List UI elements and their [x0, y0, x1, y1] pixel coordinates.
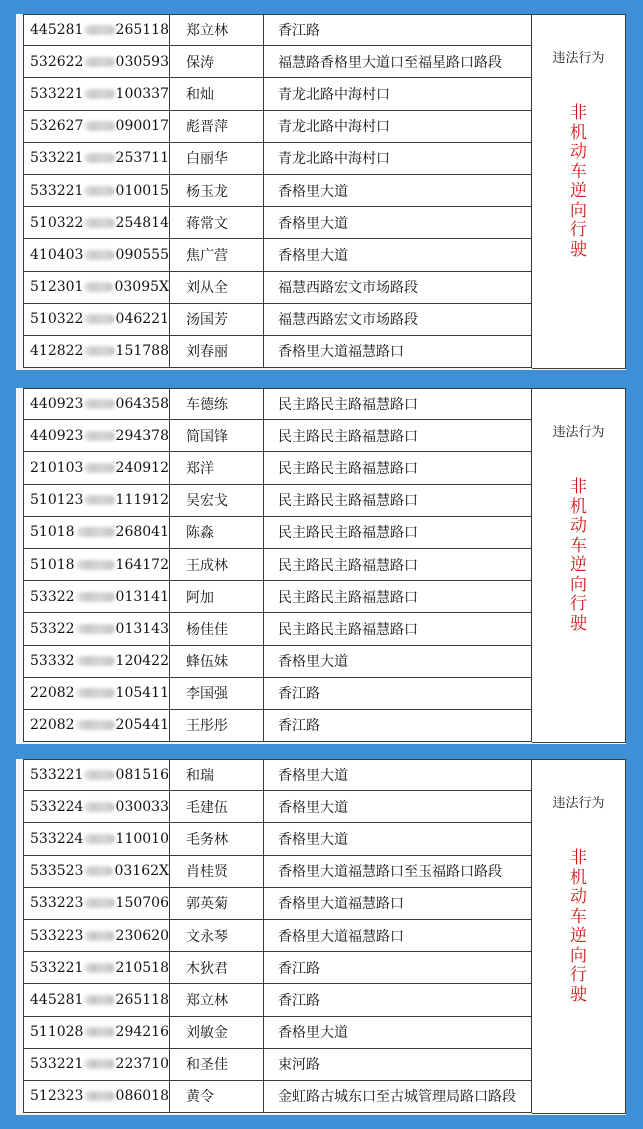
id-suffix: 254814	[115, 214, 169, 231]
location-cell: 束河路	[278, 1057, 320, 1074]
id-prefix: 412822	[30, 343, 84, 360]
redaction-blur	[84, 995, 114, 1005]
name-cell: 文永琴	[170, 920, 264, 951]
id-number-cell	[24, 111, 170, 142]
redaction-blur	[84, 770, 114, 780]
id-number-cell	[24, 888, 170, 919]
table-row	[23, 452, 532, 484]
id-number-cell	[24, 46, 170, 77]
name-cell: 白丽华	[170, 143, 264, 174]
id-suffix: 081516	[115, 767, 169, 784]
location-cell: 民主路民主路福慧路口	[278, 589, 418, 606]
id-prefix: 440923	[30, 396, 84, 413]
redaction-blur	[84, 121, 114, 131]
table-row	[23, 336, 532, 368]
id-number-cell	[24, 952, 170, 983]
table-row	[23, 14, 532, 46]
violation-label: 违法行为	[552, 796, 605, 811]
name-cell: 蜂伍妹	[170, 646, 264, 677]
table-row	[23, 613, 532, 645]
id-number-cell	[24, 984, 170, 1015]
id-suffix: 086018	[115, 1088, 169, 1105]
id-number-cell	[24, 646, 170, 677]
redaction-blur	[84, 218, 114, 228]
id-number-cell	[24, 1049, 170, 1080]
location-cell: 青龙北路中海村口	[278, 119, 390, 136]
table-row	[23, 791, 532, 823]
id-number-cell	[24, 336, 170, 367]
name-cell: 郑洋	[170, 452, 264, 483]
id-suffix: 164172	[115, 556, 169, 573]
id-prefix: 22082	[30, 685, 75, 702]
name-cell: 肖桂贤	[170, 856, 264, 887]
table-row	[23, 984, 532, 1016]
id-prefix: 445281	[30, 22, 84, 39]
table-row	[23, 388, 532, 420]
id-suffix: 240912	[115, 459, 169, 476]
id-suffix: 223710	[115, 1056, 169, 1073]
id-prefix: 53332	[30, 653, 75, 670]
id-number-cell	[24, 1081, 170, 1112]
redaction-blur	[84, 931, 114, 941]
location-cell: 香江路	[278, 992, 320, 1009]
table-row	[23, 517, 532, 549]
name-cell: 焦广营	[170, 239, 264, 270]
name-cell: 阿加	[170, 581, 264, 612]
location-cell: 民主路民主路福慧路口	[278, 397, 418, 414]
id-number-cell	[24, 760, 170, 790]
table-row	[23, 888, 532, 920]
redaction-blur	[84, 314, 114, 324]
location-cell: 香江路	[278, 686, 320, 703]
id-prefix: 510322	[30, 214, 84, 231]
name-cell: 郑立林	[170, 15, 264, 45]
name-cell: 毛建伍	[170, 791, 264, 822]
id-number-cell	[24, 15, 170, 45]
violation-cell	[532, 14, 626, 369]
name-cell: 陈淼	[170, 517, 264, 548]
table-row	[23, 1049, 532, 1081]
redaction-blur	[84, 431, 114, 441]
id-number-cell	[24, 272, 170, 303]
id-prefix: 445281	[30, 991, 84, 1008]
id-suffix: 105411	[115, 685, 169, 702]
id-prefix: 53322	[30, 588, 75, 605]
redaction-blur	[84, 963, 114, 973]
location-cell: 香格里大道	[278, 247, 348, 264]
table-rows	[23, 759, 532, 1113]
id-suffix: 03095X	[114, 279, 169, 296]
location-cell: 香江路	[278, 718, 320, 735]
id-prefix: 532622	[30, 53, 84, 70]
table-row	[23, 710, 532, 742]
name-cell: 毛务林	[170, 823, 264, 854]
table-row	[23, 239, 532, 271]
location-cell: 香格里大道	[278, 1025, 348, 1042]
id-suffix: 210518	[115, 959, 169, 976]
id-prefix: 510322	[30, 311, 84, 328]
location-cell: 香江路	[278, 960, 320, 977]
name-cell: 和灿	[170, 78, 264, 109]
redaction-blur	[84, 898, 114, 908]
table-row	[23, 581, 532, 613]
table-section-2	[16, 388, 626, 744]
redaction-blur	[84, 495, 114, 505]
table-row	[23, 272, 532, 304]
location-cell: 香格里大道福慧路口	[278, 344, 404, 361]
name-cell: 王彤彤	[170, 710, 264, 741]
name-cell: 吴宏戈	[170, 485, 264, 516]
id-number-cell	[24, 485, 170, 516]
id-prefix: 532627	[30, 118, 84, 135]
id-number-cell	[24, 304, 170, 335]
name-cell: 刘春丽	[170, 336, 264, 367]
id-number-cell	[24, 856, 170, 887]
name-cell: 李国强	[170, 678, 264, 709]
id-prefix: 533224	[30, 830, 84, 847]
location-cell: 福慧西路宏文市场路段	[278, 312, 418, 329]
id-prefix: 533221	[30, 85, 84, 102]
name-cell: 杨佳佳	[170, 613, 264, 644]
id-number-cell	[24, 389, 170, 419]
redaction-blur	[76, 560, 115, 570]
redaction-blur	[84, 1091, 114, 1101]
name-cell: 简国锋	[170, 420, 264, 451]
table-row	[23, 143, 532, 175]
location-cell: 民主路民主路福慧路口	[278, 493, 418, 510]
location-cell: 民主路民主路福慧路口	[278, 621, 418, 638]
id-number-cell	[24, 78, 170, 109]
id-number-cell	[24, 920, 170, 951]
table-row	[23, 952, 532, 984]
id-prefix: 533224	[30, 798, 84, 815]
id-prefix: 51018	[30, 524, 75, 541]
id-number-cell	[24, 549, 170, 580]
id-number-cell	[24, 823, 170, 854]
id-suffix: 265118	[115, 22, 169, 39]
location-cell: 香格里大道福慧路口	[278, 928, 404, 945]
id-number-cell	[24, 420, 170, 451]
id-suffix: 03162X	[114, 863, 169, 880]
id-suffix: 010015	[115, 182, 169, 199]
redaction-blur	[76, 656, 115, 666]
violation-cell	[532, 759, 626, 1114]
redaction-blur	[84, 186, 114, 196]
name-cell: 王成林	[170, 549, 264, 580]
name-cell: 木狄君	[170, 952, 264, 983]
id-number-cell	[24, 517, 170, 548]
location-cell: 青龙北路中海村口	[278, 86, 390, 103]
name-cell: 彪晋萍	[170, 111, 264, 142]
table-row	[23, 304, 532, 336]
id-prefix: 533221	[30, 1056, 84, 1073]
location-cell: 青龙北路中海村口	[278, 151, 390, 168]
id-number-cell	[24, 791, 170, 822]
redaction-blur	[84, 57, 114, 67]
location-cell: 金虹路古城东口至古城管理局路口路段	[278, 1089, 516, 1106]
table-row	[23, 1081, 532, 1113]
table-rows	[23, 388, 532, 742]
redaction-blur	[84, 463, 114, 473]
name-cell: 车德练	[170, 389, 264, 419]
id-suffix: 111912	[115, 492, 169, 509]
id-prefix: 533221	[30, 150, 84, 167]
table-row	[23, 111, 532, 143]
redaction-blur	[84, 282, 113, 292]
location-cell: 民主路民主路福慧路口	[278, 428, 418, 445]
name-cell: 郭英菊	[170, 888, 264, 919]
redaction-blur	[76, 720, 115, 730]
table-row	[23, 175, 532, 207]
name-cell: 刘从全	[170, 272, 264, 303]
id-suffix: 090555	[115, 246, 169, 263]
location-cell: 香格里大道	[278, 768, 348, 785]
id-prefix: 440923	[30, 427, 84, 444]
id-prefix: 533221	[30, 182, 84, 199]
table-row	[23, 207, 532, 239]
table-section-3	[16, 759, 626, 1115]
id-suffix: 205441	[115, 717, 169, 734]
table-row	[23, 549, 532, 581]
id-suffix: 294378	[115, 427, 169, 444]
redaction-blur	[84, 153, 114, 163]
id-suffix: 253711	[115, 150, 169, 167]
location-cell: 民主路民主路福慧路口	[278, 557, 418, 574]
redaction-blur	[76, 527, 115, 537]
violation-label: 违法行为	[552, 425, 605, 440]
id-number-cell	[24, 452, 170, 483]
location-cell: 福慧路香格里大道口至福星路口路段	[278, 54, 502, 71]
id-number-cell	[24, 581, 170, 612]
id-suffix: 110010	[115, 830, 169, 847]
location-cell: 民主路民主路福慧路口	[278, 525, 418, 542]
name-cell: 刘敏金	[170, 1017, 264, 1048]
location-cell: 香格里大道	[278, 799, 348, 816]
redaction-blur	[84, 802, 114, 812]
table-rows	[23, 14, 532, 368]
id-prefix: 410403	[30, 246, 84, 263]
redaction-blur	[84, 346, 114, 356]
id-prefix: 51018	[30, 556, 75, 573]
id-prefix: 533223	[30, 927, 84, 944]
id-prefix: 53322	[30, 620, 75, 637]
location-cell: 香格里大道	[278, 654, 348, 671]
location-cell: 香格里大道	[278, 183, 348, 200]
redaction-blur	[84, 250, 114, 260]
table-row	[23, 78, 532, 110]
id-suffix: 100337	[115, 85, 169, 102]
redaction-blur	[84, 834, 114, 844]
table-row	[23, 678, 532, 710]
id-prefix: 510123	[30, 492, 84, 509]
location-cell: 香格里大道	[278, 215, 348, 232]
id-suffix: 120422	[115, 653, 169, 670]
table-row	[23, 920, 532, 952]
id-number-cell	[24, 1017, 170, 1048]
id-number-cell	[24, 207, 170, 238]
table-section-1	[16, 14, 626, 370]
location-cell: 香格里大道福慧路口	[278, 896, 404, 913]
location-cell: 民主路民主路福慧路口	[278, 460, 418, 477]
id-number-cell	[24, 678, 170, 709]
redaction-blur	[84, 1027, 114, 1037]
id-suffix: 030593	[115, 53, 169, 70]
redaction-blur	[84, 399, 114, 409]
id-suffix: 090017	[115, 118, 169, 135]
table-row	[23, 856, 532, 888]
redaction-blur	[84, 1059, 114, 1069]
id-suffix: 046221	[115, 311, 169, 328]
table-row	[23, 759, 532, 791]
id-suffix: 064358	[115, 396, 169, 413]
violation-type: 非机动车逆向行驶	[570, 848, 587, 1005]
name-cell: 汤国芳	[170, 304, 264, 335]
id-prefix: 533523	[30, 863, 84, 880]
id-number-cell	[24, 239, 170, 270]
id-suffix: 013141	[115, 588, 169, 605]
id-suffix: 030033	[115, 798, 169, 815]
id-prefix: 533221	[30, 767, 84, 784]
id-prefix: 533221	[30, 959, 84, 976]
redaction-blur	[76, 624, 115, 634]
table-row	[23, 420, 532, 452]
redaction-blur	[84, 89, 114, 99]
id-suffix: 265118	[115, 991, 169, 1008]
redaction-blur	[76, 688, 115, 698]
violation-type: 非机动车逆向行驶	[570, 103, 587, 260]
location-cell: 福慧西路宏文市场路段	[278, 280, 418, 297]
id-suffix: 230620	[115, 927, 169, 944]
id-prefix: 533223	[30, 895, 84, 912]
name-cell: 黄令	[170, 1081, 264, 1112]
table-row	[23, 485, 532, 517]
id-number-cell	[24, 613, 170, 644]
violation-type: 非机动车逆向行驶	[570, 477, 587, 634]
table-row	[23, 1017, 532, 1049]
id-suffix: 013143	[115, 620, 169, 637]
id-suffix: 151788	[115, 343, 169, 360]
id-prefix: 22082	[30, 717, 75, 734]
id-suffix: 294216	[115, 1024, 169, 1041]
violation-label: 违法行为	[552, 51, 605, 66]
name-cell: 和瑞	[170, 760, 264, 790]
redaction-blur	[76, 592, 115, 602]
table-row	[23, 823, 532, 855]
location-cell: 香江路	[278, 23, 320, 40]
table-row	[23, 646, 532, 678]
redaction-blur	[84, 866, 113, 876]
name-cell: 保涛	[170, 46, 264, 77]
id-prefix: 512301	[30, 279, 84, 296]
id-number-cell	[24, 143, 170, 174]
location-cell: 香格里大道	[278, 831, 348, 848]
id-prefix: 511028	[30, 1024, 84, 1041]
id-prefix: 210103	[30, 459, 84, 476]
name-cell: 蒋常文	[170, 207, 264, 238]
name-cell: 郑立林	[170, 984, 264, 1015]
redaction-blur	[84, 25, 114, 35]
id-prefix: 512323	[30, 1088, 84, 1105]
location-cell: 香格里大道福慧路口至玉福路口路段	[278, 864, 502, 881]
id-suffix: 150706	[115, 895, 169, 912]
id-number-cell	[24, 175, 170, 206]
id-number-cell	[24, 710, 170, 741]
table-row	[23, 46, 532, 78]
name-cell: 杨玉龙	[170, 175, 264, 206]
id-suffix: 268041	[115, 524, 169, 541]
violation-cell	[532, 388, 626, 743]
name-cell: 和圣佳	[170, 1049, 264, 1080]
